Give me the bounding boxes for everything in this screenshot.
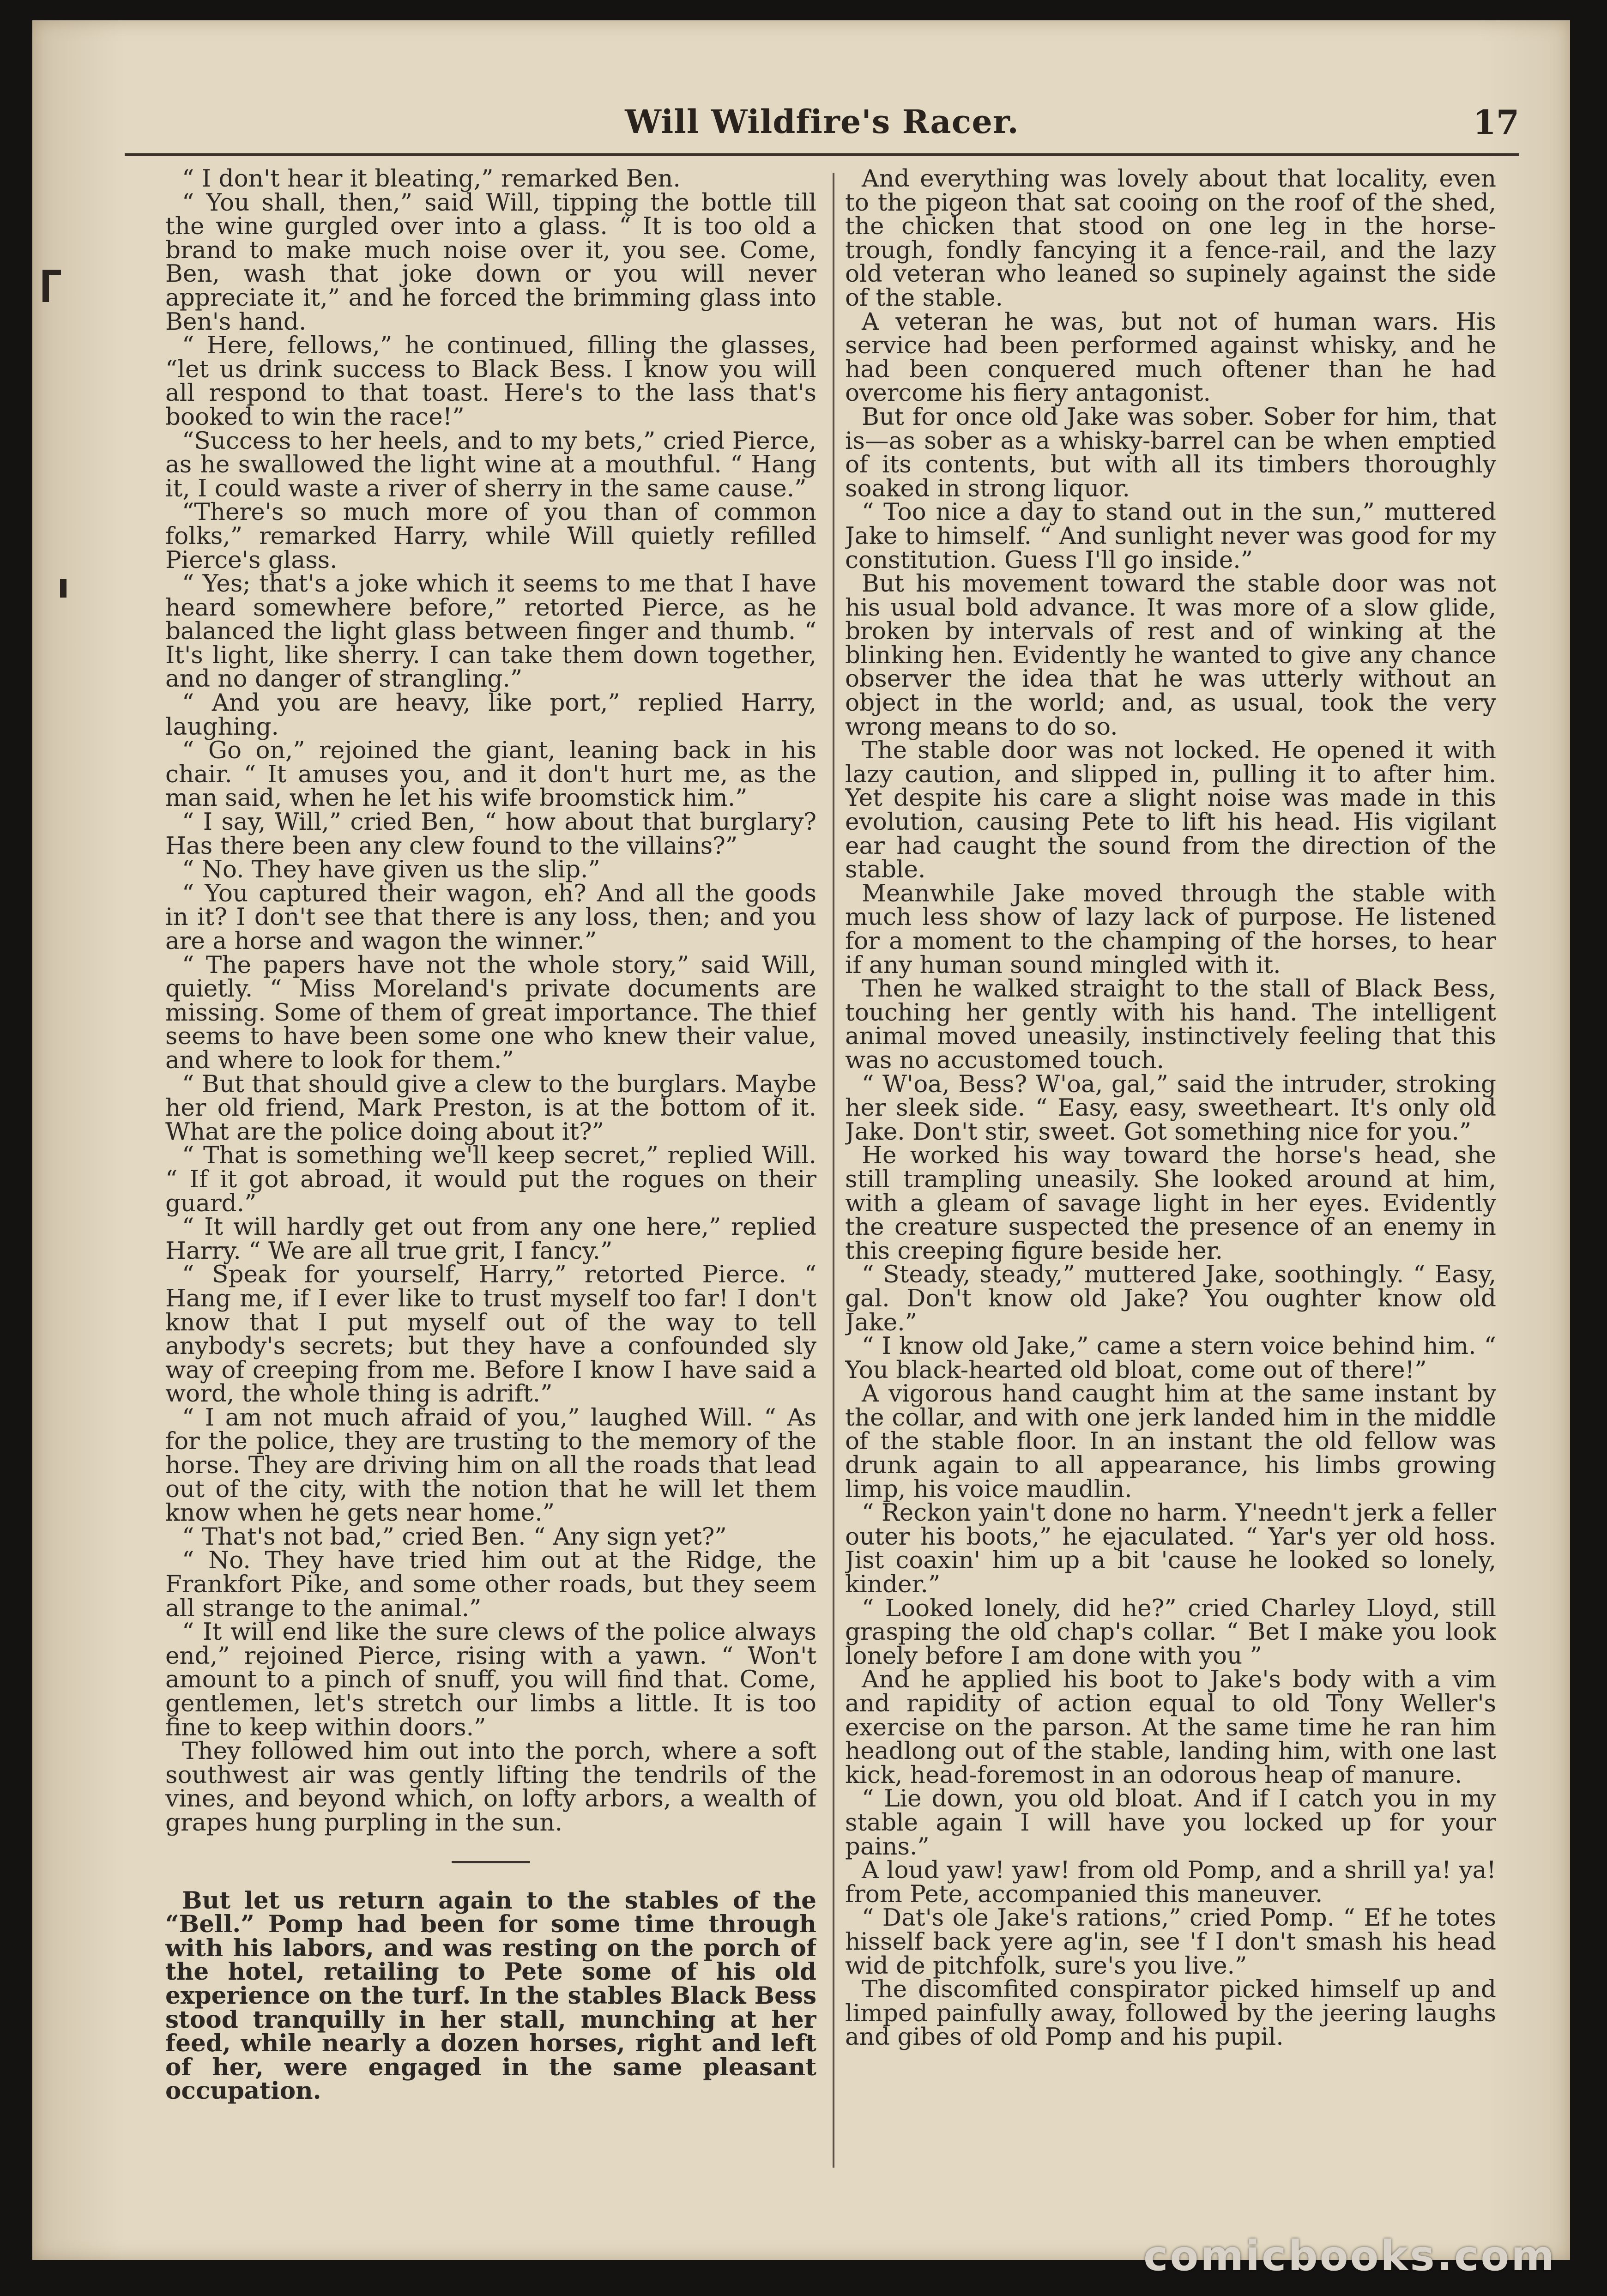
paragraph: “ W'oa, Bess? W'oa, gal,” said the intruder, stroking her sleek side. “ Easy, easy, sweetheart. It's only old Jake. Don't stir, sweet. Got something nice for you.” (845, 1070, 1496, 1146)
paragraph: “ No. They have given us the slip.” (182, 856, 600, 884)
paragraph: But his movement toward the stable door was not his usual bold advance. It was more of a slow glide, broken by intervals of rest and of winking at the blinking hen. Evidently he wanted to give any chance observer the idea that he was utterly without an object in the world; and, as usual, took the very wrong means to do so. (845, 570, 1496, 741)
paragraph: “ Looked lonely, did he?” cried Charley Lloyd, still grasping the old chap's collar. “ Bet I make you look lonely before I am done with you ” (845, 1594, 1496, 1670)
paragraph: “ I say, Will,” cried Ben, “ how about that burglary? Has there been any clew found to the villains?” (165, 808, 816, 860)
paragraph: “ It will end like the sure clews of the police always end,” rejoined Pierce, rising with a yawn. “ Won't amount to a pinch of snuff, you will find that. Come, gentlemen, let's stretch our limbs a little. It is too fine to keep within doors.” (165, 1618, 816, 1741)
page-number: 17 (1473, 103, 1519, 142)
paragraph: “ You captured their wagon, eh? And all the goods in it? I don't see that there is any loss, then; and you are a horse and wagon the winner.” (165, 879, 816, 955)
paragraph: “ No. They have tried him out at the Ridge, the Frankfort Pike, and some other roads, but they seem all strange to the animal.” (165, 1547, 816, 1622)
paragraph: “ That is something we'll keep secret,” replied Will. “ If it got abroad, it would put the rogues on their guard.” (165, 1142, 816, 1217)
margin-mark (42, 270, 61, 275)
paragraph: “Success to her heels, and to my bets,” cried Pierce, as he swallowed the light wine at a mouthful. “ Hang it, I could waste a river of sherry in the same cause.” (165, 427, 816, 502)
paragraph: “ Go on,” rejoined the giant, leaning back in his chair. “ It amuses you, and it don't hurt me, as the man said, when he let his wife broomstick him.” (165, 737, 816, 812)
paragraph: “ Reckon yain't done no harm. Y'needn't jerk a feller outer his boots,” he ejaculated. “ Yar's yer old hoss. Jist coaxin' him up a bit 'cause he looked so lonely, kinder.” (845, 1499, 1496, 1599)
paragraph: “ But that should give a clew to the burglars. Maybe her old friend, Mark Preston, is at the bottom of it. What are the police doing about it?” (165, 1070, 816, 1146)
paragraph: Then he walked straight to the stall of Black Bess, touching her gently with his hand. The intelligent animal moved uneasily, instinctively feeling that this was no accustomed touch. (845, 975, 1496, 1074)
paragraph: “ Speak for yourself, Harry,” retorted Pierce. “ Hang me, if I ever like to trust myself too far! I don't know that I put myself out of the way to tell anybody's secrets; but they have a confounded sly way of creeping from me. Before I know I have said a word, the whole thing is adrift.” (165, 1261, 816, 1408)
right-text-column (845, 167, 1496, 2171)
paragraph: A veteran he was, but not of human wars. His service had been performed against whisky, and he had been conquered much oftener than he had overcome his fiery antagonist. (845, 308, 1496, 407)
paragraph: “ That's not bad,” cried Ben. “ Any sign yet?” (182, 1523, 727, 1551)
paragraph: A vigorous hand caught him at the same instant by the collar, and with one jerk landed him in the middle of the stable floor. In an instant the old fellow was drunk again to all appearance, his limbs growing limp, his voice maudlin. (845, 1380, 1496, 1503)
paragraph: They followed him out into the porch, where a soft southwest air was gently lifting the tendrils of the vines, and beyond which, on lofty arbors, a wealth of grapes hung purpling in the sun. (165, 1737, 816, 1837)
column-rule (833, 173, 834, 2168)
paragraph: “ It will hardly get out from any one here,” replied Harry. “ We are all true grit, I fancy.” (165, 1213, 816, 1265)
paragraph: “ The papers have not the whole story,” said Will, quietly. “ Miss Moreland's private documents are missing. Some of them of great importance. The thief seems to have been some one who knew their value, and where to look for them.” (165, 951, 816, 1074)
left-text-column (165, 167, 816, 2171)
paragraph: “ You shall, then,” said Will, tipping the bottle till the wine gurgled over into a glass. “ It is too old a brand to make much noise over it, you see. Come, Ben, wash that joke down or you will never appreciate it,” and he forced the brimming glass into Ben's hand. (165, 188, 816, 336)
paragraph: “ Too nice a day to stand out in the sun,” muttered Jake to himself. “ And sunlight never was good for my constitution. Guess I'll go inside.” (845, 498, 1496, 574)
paragraph: The stable door was not locked. He opened it with lazy caution, and slipped in, pulling it to after him. Yet despite his care a slight noise was made in this evolution, causing Pete to lift his head. His vigilant ear had caught the sound from the direction of the stable. (845, 737, 1496, 884)
paragraph: The discomfited conspirator picked himself up and limped painfully away, followed by the jeering laughs and gibes of old Pomp and his pupil. (845, 1976, 1496, 2051)
scanned-page (32, 20, 1570, 2260)
paragraph: Meanwhile Jake moved through the stable with much less show of lazy lack of purpose. He listened for a moment to the champing of the horses, to hear if any human sound mingled with it. (845, 879, 1496, 979)
paragraph: He worked his way toward the horse's head, she still trampling uneasily. She looked around at him, with a gleam of savage light in her eyes. Evidently the creature suspected the presence of an enemy in this creeping figure beside her. (845, 1142, 1496, 1265)
paragraph: “ Lie down, you old bloat. And if I catch you in my stable again I will have you locked up for your pains.” (845, 1785, 1496, 1861)
paragraph: A loud yaw! yaw! from old Pomp, and a shrill ya! ya! from Pete, accompanied this maneuver. (845, 1856, 1496, 1908)
paragraph: And he applied his boot to Jake's body with a vim and rapidity of action equal to old Tony Weller's exercise on the parson. At the same time he ran him headlong out of the stable, landing him, with one last kick, head-foremost in an odorous heap of manure. (845, 1666, 1496, 1789)
paragraph: “ I am not much afraid of you,” laughed Will. “ As for the police, they are trusting to the memory of the horse. They are driving him on all the roads that lead out of the city, with the notion that he will let them know when he gets near home.” (165, 1403, 816, 1527)
margin-mark (60, 579, 66, 598)
paragraph: “ And you are heavy, like port,” replied Harry, laughing. (165, 689, 816, 741)
paragraph: “ Dat's ole Jake's rations,” cried Pomp. “ Ef he totes hisself back yere ag'in, see 'f I don't smash his head wid de pitchfolk, sure's you live.” (845, 1904, 1496, 1980)
running-header (125, 103, 1519, 156)
section-divider (452, 1861, 530, 1863)
running-title: Will Wildfire's Racer. (625, 103, 1019, 141)
paragraph: “There's so much more of you than of common folks,” remarked Harry, while Will quietly refilled Pierce's glass. (165, 498, 816, 574)
watermark: comicbooks.com (1143, 2232, 1556, 2280)
paragraph: And everything was lovely about that locality, even to the pigeon that sat cooing on the roof of the shed, the chicken that stood on one leg in the horse-trough, fondly fancying it a fence-rail, and the lazy old veteran who leaned so supinely against the side of the stable. (845, 167, 1496, 312)
paragraph: But for once old Jake was sober. Sober for him, that is—as sober as a whisky-barrel can be when emptied of its contents, but with all its timbers thoroughly soaked in strong liquor. (845, 403, 1496, 502)
paragraph: “ Steady, steady,” muttered Jake, soothingly. “ Easy, gal. Don't know old Jake? You oughter know old Jake.” (845, 1261, 1496, 1336)
paragraph: But let us return again to the stables of the “Bell.” Pomp had been for some time through with his labors, and was resting on the porch of the hotel, retailing to Pete some of his old experience on the turf. In the stables Black Bess stood tranquilly in her stall, munching at her feed, while nearly a dozen horses, right and left of her, were engaged in the same pleasant occupation. (165, 1886, 816, 2105)
paragraph: “ I know old Jake,” came a stern voice behind him. “ You black-hearted old bloat, come out of there!” (845, 1332, 1496, 1384)
paragraph: “ I don't hear it bleating,” remarked Ben. (182, 167, 681, 193)
paragraph: “ Yes; that's a joke which it seems to me that I have heard somewhere before,” retorted Pierce, as he balanced the light glass between finger and thumb. “ It's light, like sherry. I can take them down together, and no danger of strangling.” (165, 570, 816, 693)
paragraph: “ Here, fellows,” he continued, filling the glasses, “let us drink success to Black Bess. I know you will all respond to that toast. Here's to the lass that's booked to win the race!” (165, 332, 816, 431)
